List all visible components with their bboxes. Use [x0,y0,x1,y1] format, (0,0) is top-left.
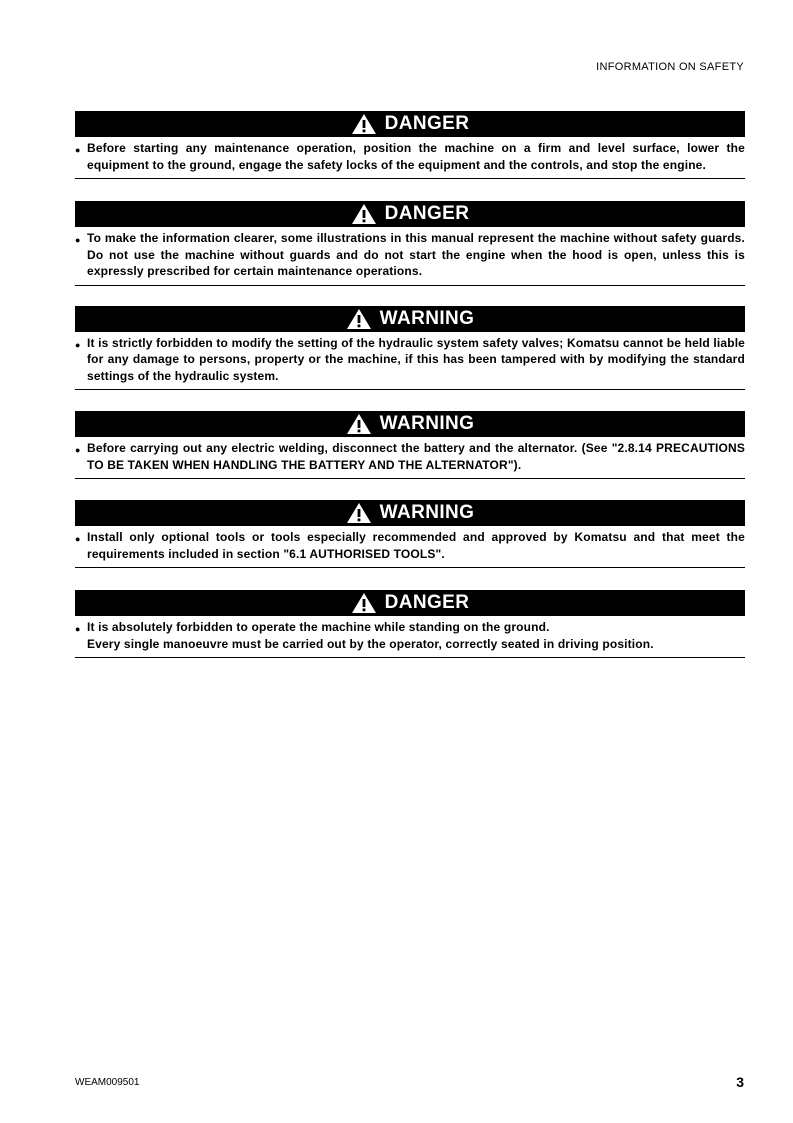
warning-triangle-icon [346,502,372,524]
warning-triangle-icon [346,413,372,435]
section-title: INFORMATION ON SAFETY [596,61,744,73]
danger-notice [75,111,745,179]
notice-level: DANGER [384,203,470,224]
notice-body [75,440,745,473]
notice-body [75,529,745,562]
notice-header [75,201,745,227]
document-code: WEAM009501 [75,1077,140,1088]
notice-header [75,411,745,437]
bullet-icon: ● [75,445,81,455]
bullet-icon: ● [75,624,81,634]
notice-level: DANGER [384,592,470,613]
warning-notice [75,411,745,479]
notice-text: Before starting any maintenance operation, position the machine on a firm and level surface, lower the equipment to the ground, engage the safety locks of the equipment and the controls, and stop the engine. [87,141,745,172]
bullet-icon: ● [75,534,81,544]
notice-text: Install only optional tools or tools especially recommended and approved by Komatsu and that meet the requirements included in section "6.1 AUTHORISED TOOLS". [87,530,745,561]
notice-header [75,111,745,137]
notice-text: It is absolutely forbidden to operate the machine while standing on the ground. [87,620,550,634]
notice-body [75,230,745,280]
notice-text: It is strictly forbidden to modify the setting of the hydraulic system safety valves; Komatsu cannot be held liable for any damage to persons, property or the machine, if this has been tampered with by modifying the standard settings of the hydraulic system. [87,335,745,383]
notice-header [75,306,745,332]
danger-notice [75,201,745,286]
warning-notice [75,306,745,391]
notice-level: WARNING [379,307,475,329]
danger-notice [75,590,745,658]
notice-text: Every single manoeuvre must be carried out by the operator, correctly seated in driving position. [87,636,654,651]
warning-notice [75,500,745,568]
notice-header [75,590,745,616]
notice-text: To make the information clearer, some illustrations in this manual represent the machine without safety guards. Do not use the machine without guards and do not start the engine when the hood is open, unless this is expressly prescribed for certain maintenance operations. [87,231,745,278]
bullet-icon: ● [75,339,81,350]
notice-level: WARNING [379,413,475,434]
notice-level: DANGER [384,113,470,134]
notice-level: WARNING [379,502,475,523]
notice-body [75,140,745,173]
warning-triangle-icon [351,113,377,135]
notice-header [75,500,745,526]
notice-body [75,335,745,385]
bullet-icon: ● [75,235,81,245]
notice-body [75,619,745,652]
page-number: 3 [736,1074,744,1090]
bullet-icon: ● [75,145,81,155]
notices-list [75,111,745,658]
warning-triangle-icon [351,592,377,614]
notice-text: Before carrying out any electric welding, disconnect the battery and the alternator. (See "2.8.14 PRECAUTIONS TO BE TAKEN WHEN HANDLING THE BATTERY AND THE ALTERNATOR"). [87,441,745,472]
warning-triangle-icon [346,308,372,330]
warning-triangle-icon [351,203,377,225]
